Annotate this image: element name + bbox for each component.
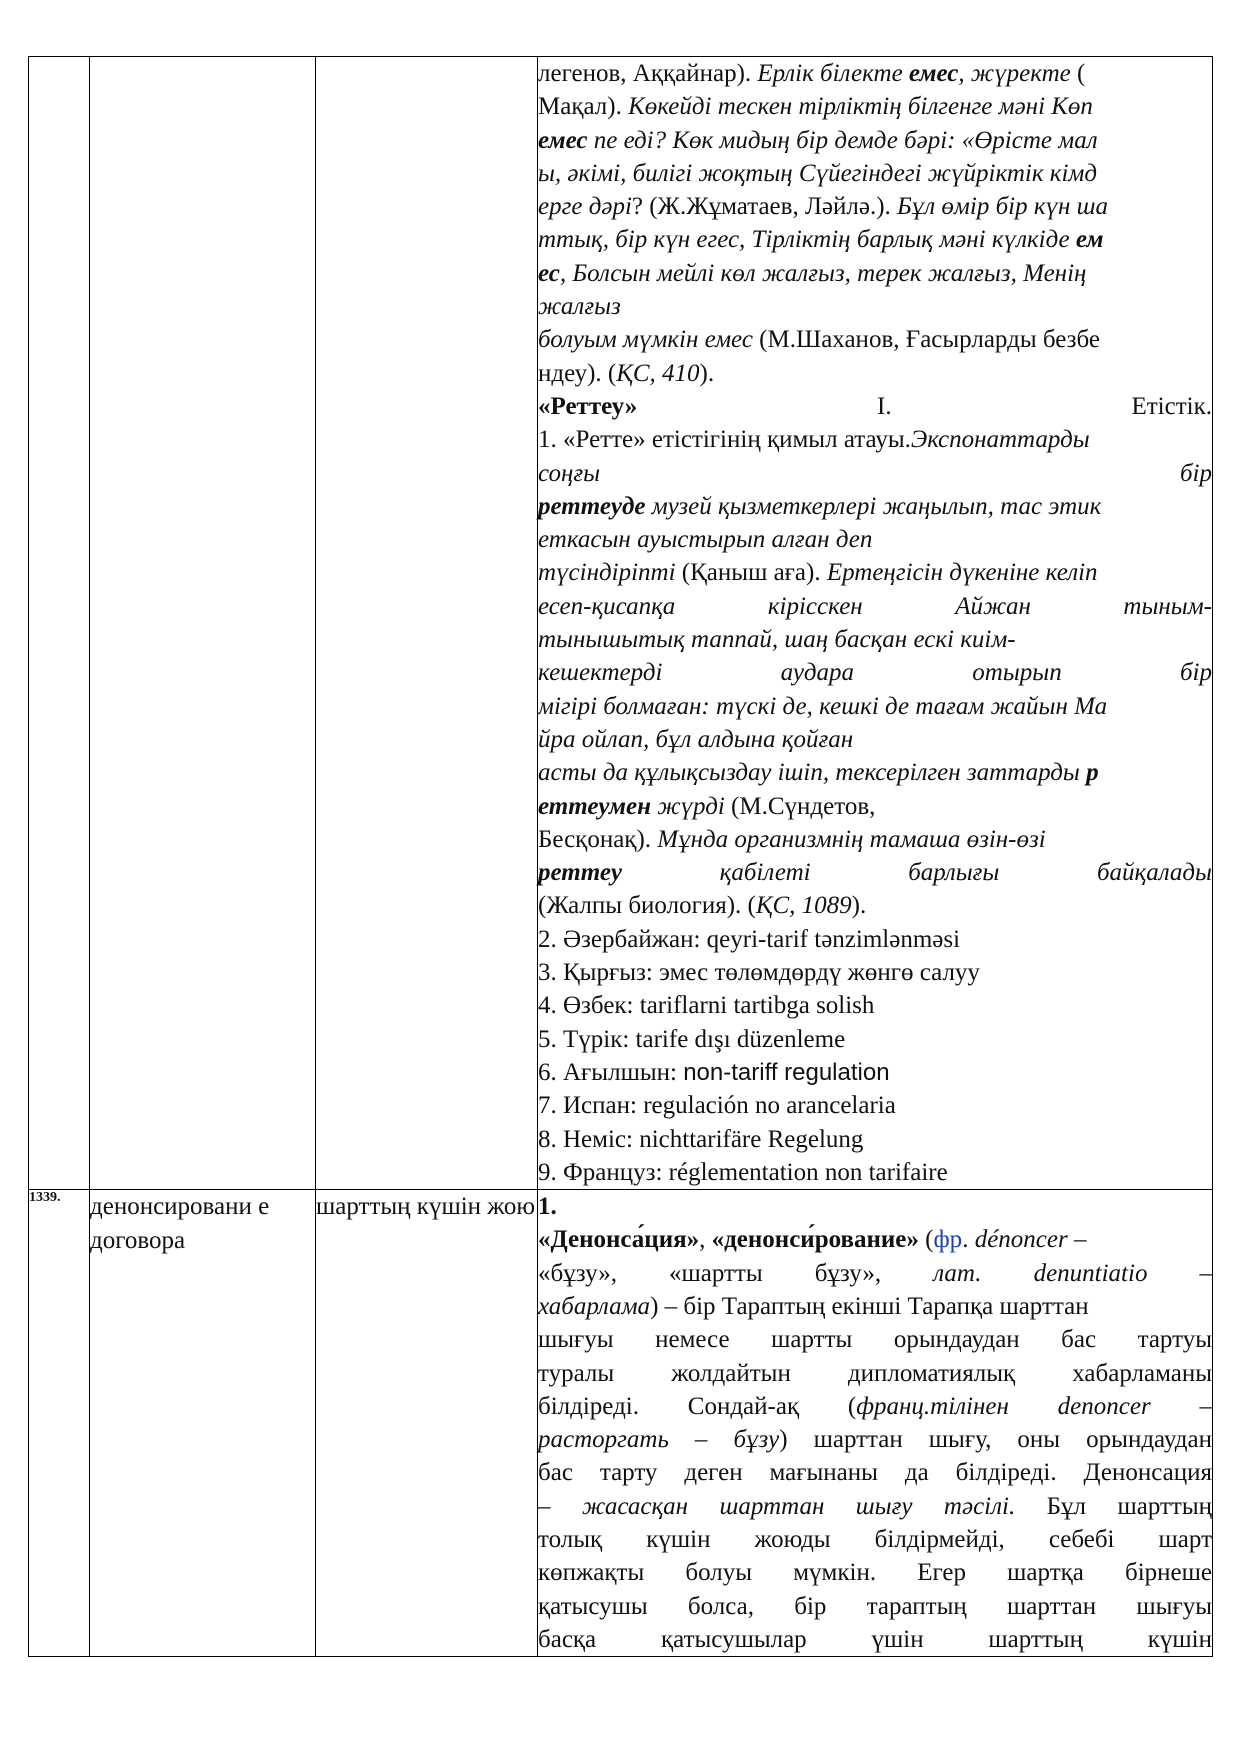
text-line: 3. Қырғыз: эмес төлөмдөрдү жөнгө салуу [538,959,980,987]
text-line: ы, әкімі, билігі жоқтың Сүйегіндегі жүйріктік кімд [538,159,1098,187]
text-line: туралы жолдайтын дипломатиялық хабарламаны [538,1359,1212,1387]
text-line: расторгать – бұзу) шарттан шығу, оны орындаудан [538,1426,1212,1454]
text-line: еттеумен жүрді (М.Сүндетов, [538,792,876,820]
russian-term-cell [90,57,316,1190]
glossary-table [28,56,1213,1657]
definition-cell [538,1190,1213,1657]
text-line: білдіреді. Сондай-ақ (франц.тілінен denoncer – [538,1392,1212,1420]
kazakh-term: шарттың күшін жою [316,1190,538,1657]
text-line: еткасын ауыстырып алған деп [538,526,873,554]
text-line: 1. «Ретте» етістігінің қимыл атауы.Экспонаттарды [538,426,1090,454]
kazakh-term-cell [316,57,538,1190]
table-row [29,1190,1213,1657]
text-line: болуым мүмкін емес (М.Шаханов, Ғасырларды безбе [538,326,1101,354]
text-line: хабарлама) – бір Тараптың екінші Тарапқа шарттан [538,1292,1089,1320]
text-line: реттеу қабілеті барлығы байқалады [538,859,1212,887]
text-line: (Жалпы биология). (ҚС, 1089). [538,892,867,920]
text-line: тынышытық таппай, шаң басқан ескі киім- [538,626,1016,654]
russian-term: денонсировани е договора [90,1190,316,1657]
text-line: – жасасқан шарттан шығу тәсілі. Бұл шарттың [538,1492,1213,1520]
text-line: түсіндіріпті (Қаныш аға). Ертеңгісін дүкеніне келіп [538,559,1098,587]
text-line: асты да құлықсыздау ішіп, тексерілген заттарды р [538,759,1099,787]
text-line: 9. Француз: réglementation non tarifaire [538,1158,948,1186]
text-line: емес пе еді? Көк мидың бір демде бәрі: «Өрісте мал [538,126,1098,154]
text-line: 4. Өзбек: tariflarni tartibga solish [538,992,875,1020]
text-line: соңғы бір [538,459,1212,487]
text-line: йра ойлап, бұл алдына қойған [538,725,854,753]
entry-number: 1339. [29,1190,90,1657]
text-line: ттық, бір күн егес, Тірліктің барлық мәні күлкіде ем [538,226,1104,254]
text-line: 7. Испан: regulación no arancelaria [538,1092,896,1120]
text-line: 6. Ағылшын: non-tariff regulation [538,1058,890,1086]
text-line: қатысушы болса, бір тараптың шарттан шығуы [538,1592,1212,1620]
text-line: Бесқонақ). Мұнда организмнің тамаша өзін-өзі [538,825,1046,853]
text-line: есеп-қисапқа кірісcкен Айжан тыным- [538,592,1212,620]
text-line: «бұзу», «шартты бұзу», лат. denuntiatio – [538,1259,1212,1287]
text-line: 2. Әзербайжан: qeyri-tarif tənzimlənməsi [538,925,961,953]
text-line: толық күшін жоюды білдірмейді, себебі шарт [538,1526,1212,1554]
text-line: 8. Неміс: nichttarifäre Regelung [538,1125,864,1153]
text-line: реттеуде музей қызметкерлері жаңылып, тас этик [538,492,1102,520]
text-line: «Реттеу» I. Етістік. [538,392,1212,420]
number-cell [29,57,90,1190]
text-line: мігірі болмаған: түскі де, кешкі де тағам жайын Ма [538,692,1108,720]
text-line: кешектерді аудара отырып бір [538,659,1212,687]
text-line: ндеу). (ҚС, 410). [538,359,715,387]
text-line: көпжақты болуы мүмкін. Егер шартқа бірнеше [538,1559,1212,1587]
text-line: «Денонса́ция», «денонси́рование» (фр. dénoncer – [538,1226,1087,1254]
text-line: Мақал). Көкейді тескен тірліктің білгенге мәні Көп [538,93,1093,121]
text-line: басқа қатысушылар үшін шарттың күшін [538,1625,1212,1653]
text-line: ерге дәрі? (Ж.Жұматаев, Ләйлә.). Бұл өмір бір күн ша [538,193,1109,221]
text-line: жалғыз [538,293,621,321]
text-line: 5. Түрік: tarife dışı düzenleme [538,1025,846,1053]
text-line: 1. [538,1193,557,1221]
table-row [29,57,1213,1190]
text-line: бас тарту деген мағынаны да білдіреді. Денонсация [538,1459,1212,1487]
text-line: шығуы немесе шартты орындаудан бас тартуы [538,1326,1212,1354]
text-line: ес, Болсын мейлі көл жалғыз, терек жалғыз, Менің [538,259,1087,287]
definition-cell [538,57,1213,1190]
text-line: легенов, Аққайнар). Ерлік білекте емес, жүректе ( [538,60,1086,87]
